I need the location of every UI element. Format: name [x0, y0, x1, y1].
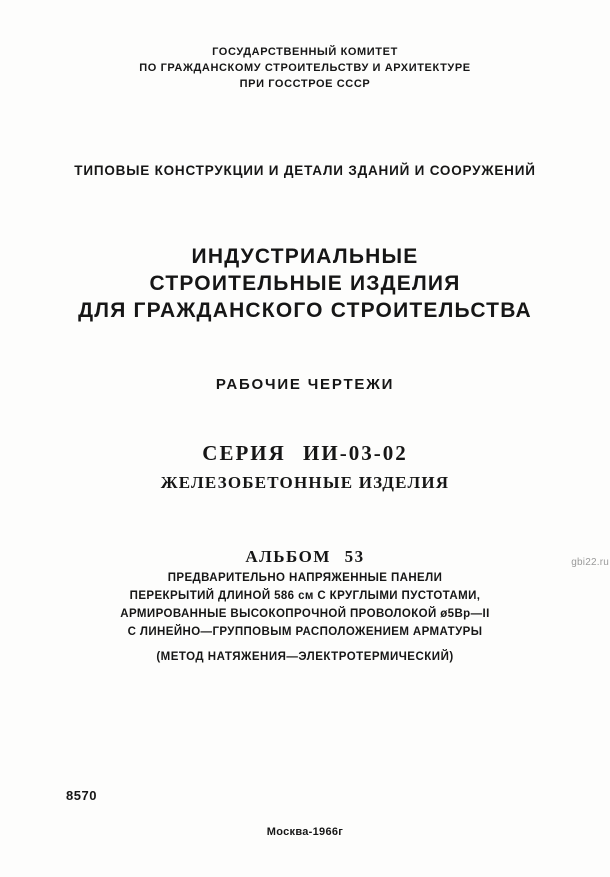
- imprint-moscow-1966: Москва-1966г: [266, 826, 344, 838]
- album-heading: АЛЬБОМ 53: [245, 547, 365, 566]
- catalog-number: 8570: [66, 788, 97, 803]
- main-title-line-3: ДЛЯ ГРАЖДАНСКОГО СТРОИТЕЛЬСТВА: [78, 299, 532, 322]
- series-category: ЖЕЛЕЗОБЕТОННЫЕ ИЗДЕЛИЯ: [160, 473, 450, 492]
- main-title-line-2: СТРОИТЕЛЬНЫЕ ИЗДЕЛИЯ: [149, 272, 461, 295]
- main-title: [0, 243, 610, 324]
- subtitle-working-drawings: РАБОЧИЕ ЧЕРТЕЖИ: [215, 376, 395, 393]
- album-description-line-1: ПРЕДВАРИТЕЛЬНО НАПРЯЖЕННЫЕ ПАНЕЛИ: [167, 572, 443, 584]
- main-title-line-1: ИНДУСТРИАЛЬНЫЕ: [191, 245, 419, 268]
- album-method: (МЕТОД НАТЯЖЕНИЯ—ЭЛЕКТРОТЕРМИЧЕСКИЙ): [156, 651, 454, 663]
- album-description-line-2: ПЕРЕКРЫТИЙ ДЛИНОЙ 586 см С КРУГЛЫМИ ПУСТОТАМИ,: [129, 590, 481, 602]
- album-description-line-4: С ЛИНЕЙНО—ГРУППОВЫМ РАСПОЛОЖЕНИЕМ АРМАТУРЫ: [127, 626, 483, 638]
- issuer-line-2: ПО ГРАЖДАНСКОМУ СТРОИТЕЛЬСТВУ И АРХИТЕКТУРЕ: [139, 62, 471, 74]
- series-header: ТИПОВЫЕ КОНСТРУКЦИИ И ДЕТАЛИ ЗДАНИЙ И СООРУЖЕНИЙ: [74, 163, 536, 178]
- album-description-line-3: АРМИРОВАННЫЕ ВЫСОКОПРОЧНОЙ ПРОВОЛОКОЙ ø5Вр—II: [120, 608, 490, 620]
- album-description: [0, 569, 610, 641]
- series-name: СЕРИЯ ИИ-03-02: [202, 441, 408, 465]
- issuer-block: [0, 44, 610, 92]
- watermark-gbi22: gbi22.ru: [571, 557, 609, 568]
- issuer-line-1: ГОСУДАРСТВЕННЫЙ КОМИТЕТ: [212, 46, 398, 58]
- issuer-line-3: ПРИ ГОССТРОЕ СССР: [239, 78, 371, 90]
